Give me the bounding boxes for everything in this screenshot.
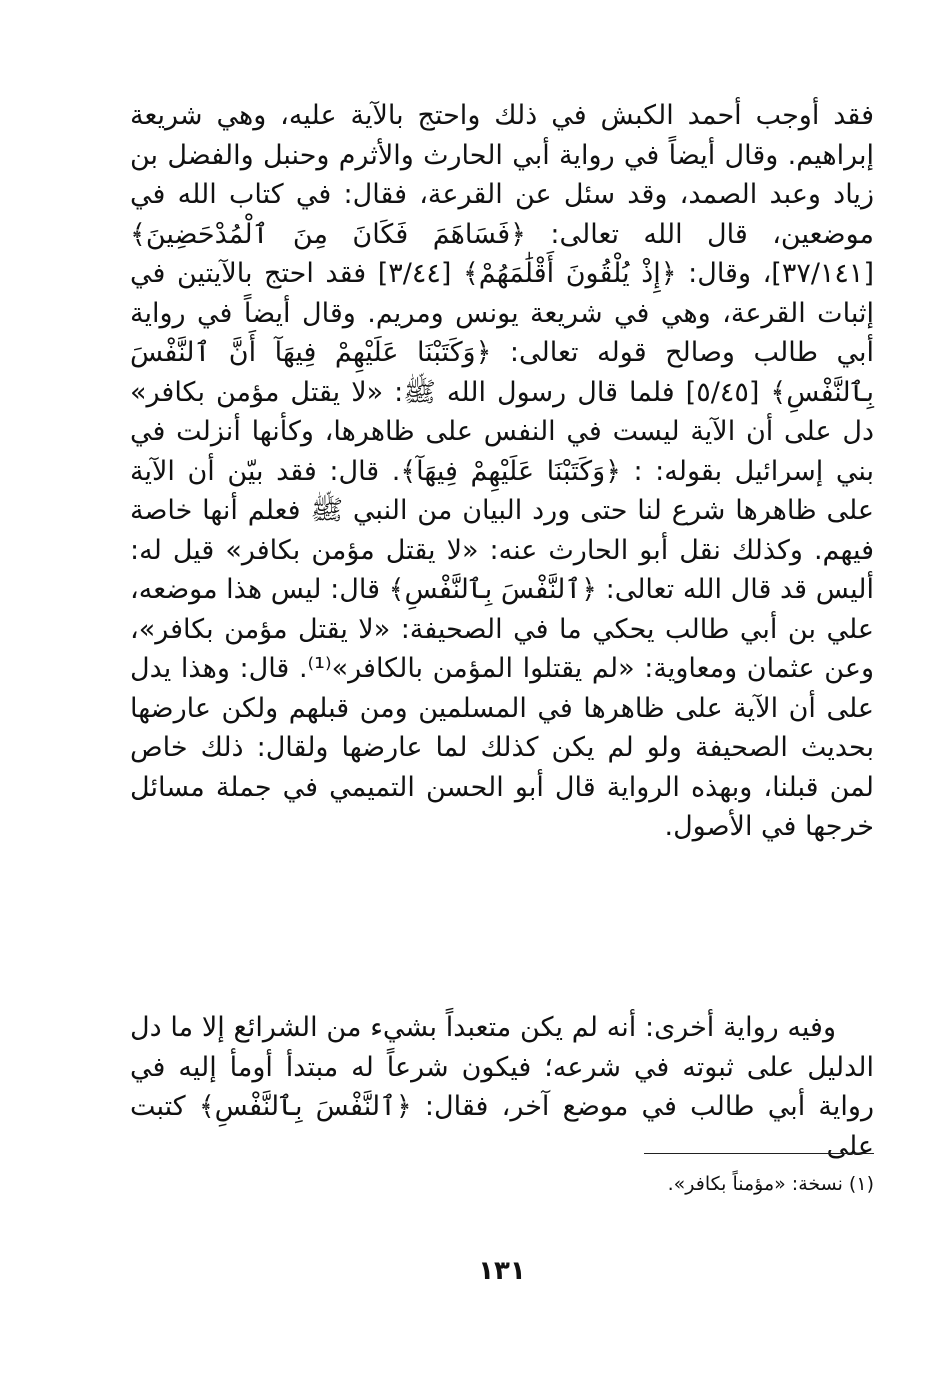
document-page	[130, 96, 874, 1296]
footnote: (١) نسخة: «مؤمناً بكافر».	[667, 1173, 874, 1195]
page-number: ١٣١	[478, 1256, 526, 1286]
main-paragraph: فقد أوجب أحمد الكبش في ذلك واحتج بالآية عليه، وهي شريعة إبراهيم. وقال أيضاً في رواية أبي الحارث والأثرم وحنبل والفضل بن زياد وعبد الصمد، وقد سئل عن القرعة، فقال: في كتاب الله في موضعين، قال الله تعالى: ﴿فَسَاهَمَ فَكَانَ مِنَ ٱلْمُدْحَضِينَ﴾ [٣٧/١٤١]، وقال: ﴿إِذْ يُلْقُونَ أَقْلَٰمَهُمْ﴾ [٣/٤٤] فقد احتج بالآيتين في إثبات القرعة، وهي في شريعة يونس ومريم. وقال أيضاً في رواية أبي طالب وصالح قوله تعالى: ﴿وَكَتَبْنَا عَلَيْهِمْ فِيهَآ أَنَّ ٱلنَّفْسَ بِٱلنَّفْسِ﴾ [٥/٤٥] فلما قال رسول الله ﷺ: «لا يقتل مؤمن بكافر» دل على أن الآية ليست في النفس على ظاهرها، وكأنها أنزلت في بني إسرائيل بقوله: : ﴿وَكَتَبْنَا عَلَيْهِمْ فِيهَآ﴾. قال: فقد بيّن أن الآية على ظاهرها شرع لنا حتى ورد البيان من النبي ﷺ فعلم أنها خاصة فيهم. وكذلك نقل أبو الحارث عنه: «لا يقتل مؤمن بكافر» قيل له: أليس قد قال الله تعالى: ﴿ٱلنَّفْسَ بِٱلنَّفْسِ﴾ قال: ليس هذا موضعه، علي بن أبي طالب يحكي ما في الصحيفة: «لا يقتل مؤمن بكافر»، وعن عثمان ومعاوية: «لم يقتلوا المؤمن بالكافر»⁽¹⁾. قال: وهذا يدل على أن الآية على ظاهرها في المسلمين ومن قبلهم ولكن عارضها بحديث الصحيفة ولو لم يكن كذلك لما عارضها ولقال: ذلك خاص لمن قبلنا، وبهذه الرواية قال أبو الحسن التميمي في جملة مسائل خرجها في الأصول.	[130, 100, 874, 842]
second-paragraph: وفيه رواية أخرى: أنه لم يكن متعبداً بشيء من الشرائع إلا ما دل الدليل على ثبوته في شرعه؛ فيكون شرعاً له مبتدأ أومأ إليه في رواية أبي طالب في موضع آخر، فقال: ﴿ٱلنَّفْسَ بِٱلنَّفْسِ﴾ كتبت على	[130, 1012, 874, 1162]
footnote-separator	[644, 1153, 874, 1154]
